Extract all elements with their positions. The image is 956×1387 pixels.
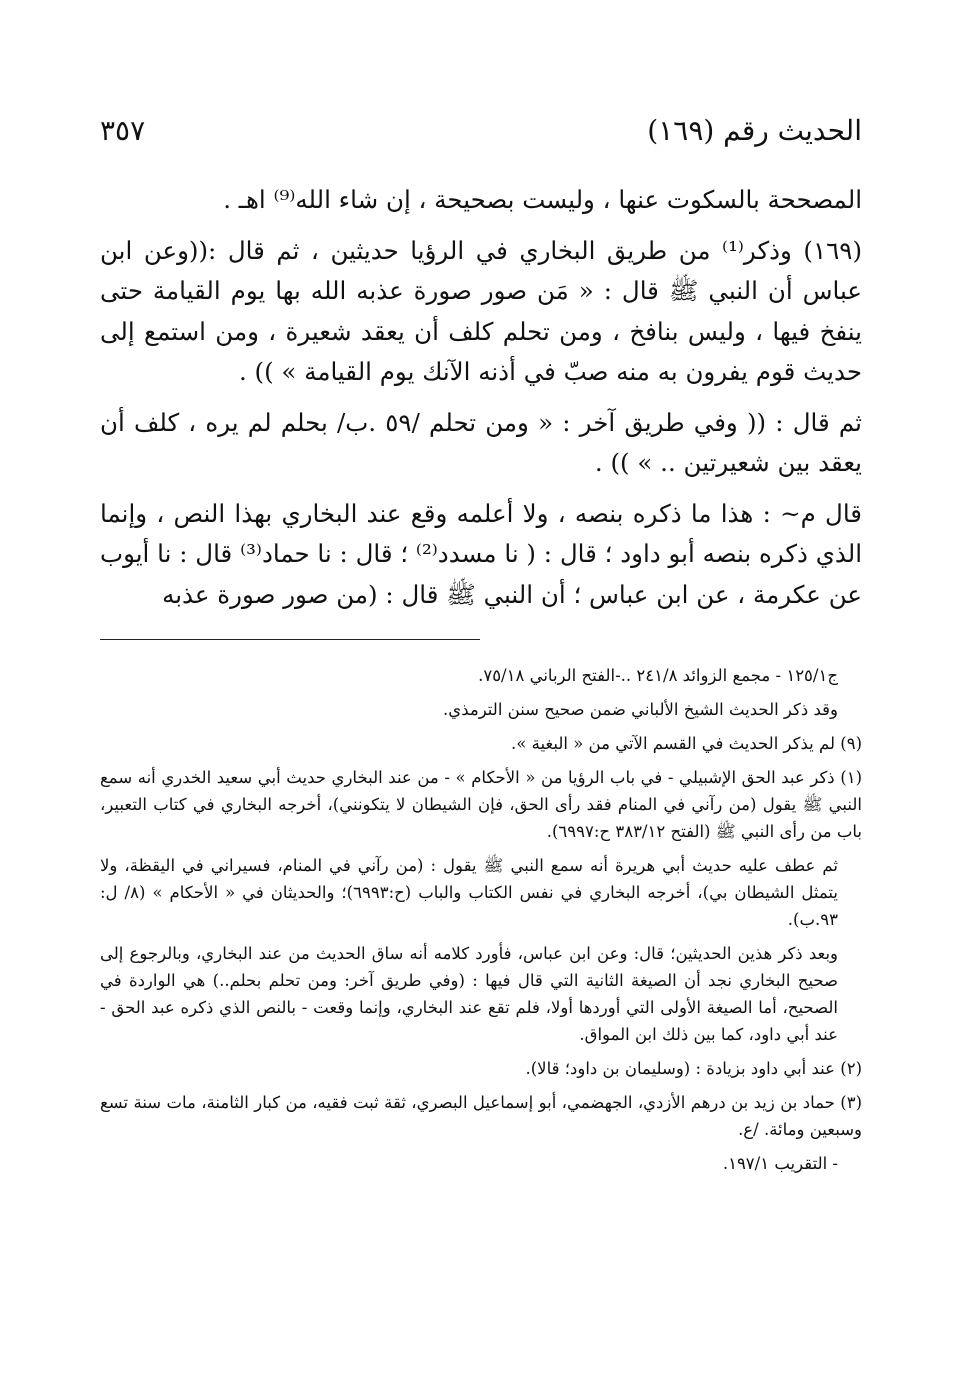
footnote: وقد ذكر الحديث الشيخ الألباني ضمن صحيح سنن الترمذي. — [443, 700, 838, 719]
footnote: وبعد ذكر هذين الحديثين؛ قال: وعن ابن عباس، فأورد كلامه أنه ساق الحديث من عند البخاري، وبالرجوع إلى صحيح البخاري نجد أن الصيغة الثانية التي قال فيها : (وفي طريق آخر: ومن تحلم بحلم..) هي الواردة في الصحيح، أما الصيغة الأولى التي أوردها أولا، فلم تقع عند البخاري، وإنما وقعت - بالنص الذي ذكره عبد الحق - عند أبي داود، كما بين ذلك ابن المواق. — [100, 944, 838, 1044]
footnotes — [100, 662, 862, 1177]
footnote: (٣) حماد بن زيد بن درهم الأزدي، الجهضمي، أبو إسماعيل البصري، ثقة ثبت فقيه، من كبار الثامنة، مات سنة تسع وسبعين ومائة. /ع. — [100, 1093, 862, 1139]
paragraph: المصححة بالسكوت عنها ، وليست بصحيحة ، إن شاء الله⁽⁹⁾ اهـ . — [223, 185, 862, 214]
footnote: (٩) لم يذكر الحديث في القسم الآتي من « البغية ». — [511, 734, 862, 753]
footnote-divider — [100, 639, 480, 640]
footnote: (٢) عند أبي داود بزيادة : (وسليمان بن داود؛ قالا). — [525, 1059, 862, 1078]
footnote: ج١٢٥/١ - مجمع الزوائد ٢٤١/٨ ..-الفتح الرباني ٧٥/١٨. — [478, 666, 838, 685]
footnote: ثم عطف عليه حديث أبي هريرة أنه سمع النبي ﷺ يقول : (من رآني في المنام، فسيراني في اليقظة، ولا يتمثل الشيطان بي)، أخرجه البخاري في نفس الكتاب والباب (ح:٦٩٩٣)؛ والحديثان في « الأحكام » (٨/ ل: ٩٣.ب). — [100, 856, 838, 929]
footnote: (١) ذكر عبد الحق الإشبيلي - في باب الرؤيا من « الأحكام » - من عند البخاري حديث أبي سعيد الخدري أنه سمع النبي ﷺ يقول (من رآني في المنام فقد رأى الحق، فإن الشيطان لا يتكونني)، أخرجه البخاري في كتاب التعبير، باب من رأى النبي ﷺ (الفتح ٣٨٣/١٢ ح:٦٩٩٧). — [100, 768, 862, 841]
page-header — [100, 108, 862, 158]
running-title: الحديث رقم (١٦٩) — [647, 114, 862, 147]
paragraph: ثم قال : (( وفي طريق آخر : « ومن تحلم /٥٩ .ب/ بحلم لم يره ، كلف أن يعقد بين شعيرتين .. » )) . — [100, 407, 862, 477]
paragraph: (١٦٩) وذكر⁽¹⁾ من طريق البخاري في الرؤيا حديثين ، ثم قال :((وعن ابن عباس أن النبي ﷺ قال : « مَن صور صورة عذبه الله بها يوم القيامة حتى ينفخ فيها ، وليس بنافخ ، ومن تحلم كلف أن يعقد شعيرة ، ومن استمع إلى حديث قوم يفرون به منه صبّ في أذنه الآنك يوم القيامة » )) . — [100, 235, 862, 386]
footnote: - التقريب ١٩٧/١. — [722, 1154, 838, 1173]
paragraph: قال م~ : هذا ما ذكره بنصه ، ولا أعلمه وقع عند البخاري بهذا النص ، وإنما الذي ذكره بنصه أبو داود ؛ قال : ( نا مسدد⁽²⁾ ؛ قال : نا حماد⁽³⁾ قال : نا أيوب عن عكرمة ، عن ابن عباس ؛ أن النبي ﷺ قال : (من صور صورة عذبه — [100, 498, 862, 609]
footnote-divider-wrap — [100, 639, 862, 640]
document-page — [100, 108, 862, 1184]
main-text — [100, 180, 862, 615]
page-number: ٣٥٧ — [100, 114, 146, 147]
